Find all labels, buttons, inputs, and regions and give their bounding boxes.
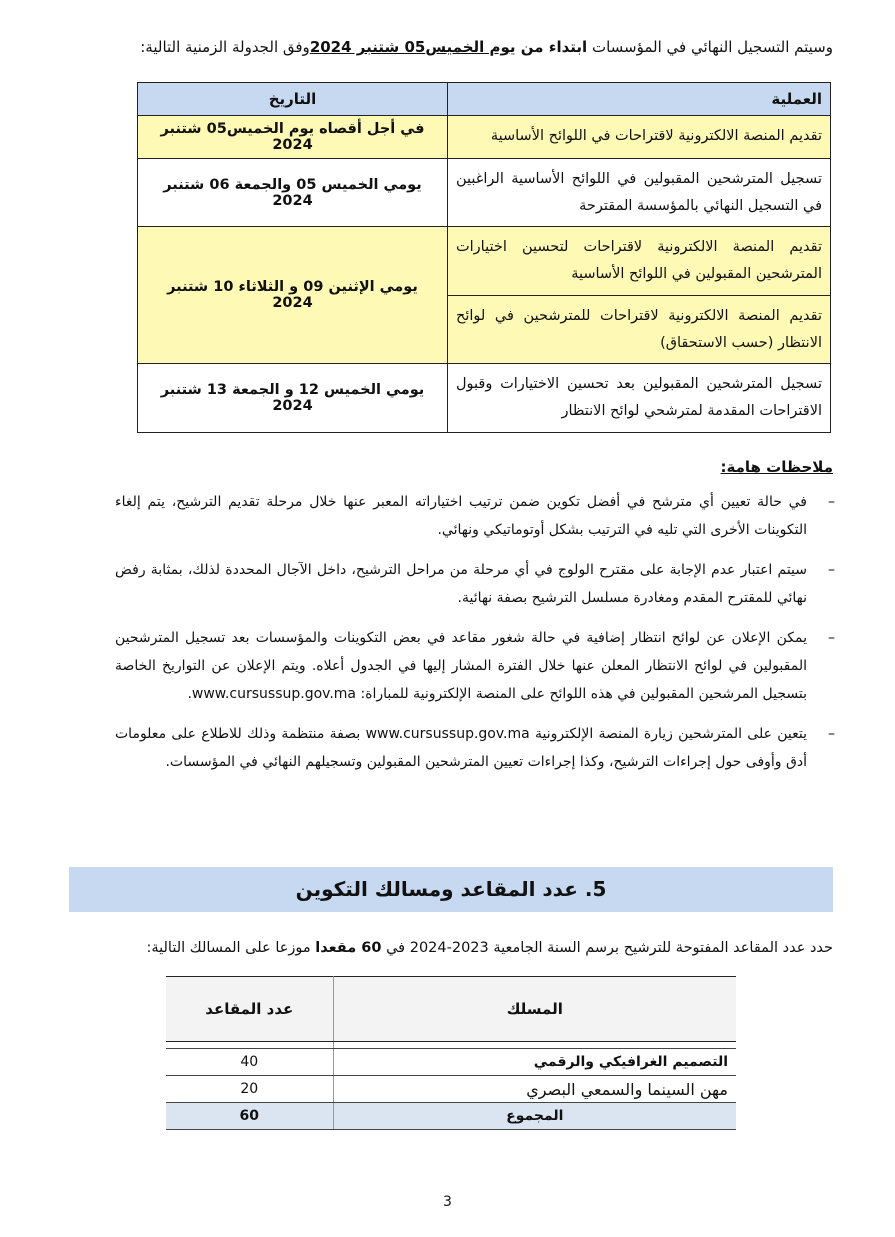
notes-title: ملاحظات هامة: — [720, 458, 833, 476]
intro-part1: وسيتم التسجيل النهائي في المؤسسات — [587, 38, 833, 56]
dash-bullet: – — [828, 562, 835, 578]
intro-part2: ابتداء من — [515, 38, 588, 56]
section-heading: 5. عدد المقاعد ومسالك التكوين — [69, 867, 833, 912]
schedule-table — [137, 82, 831, 433]
note-text: في حالة تعيين أي مترشح في أفضل تكوين ضمن ترتيب اختياراته المعبر عنها خلال مرحلة تقديم الترشيح، يتم إلغاء التكوينات الأخرى التي تليه في الترتيب بشكل أوتوماتيكي ونهائي. — [115, 494, 807, 538]
list-item — [115, 624, 835, 708]
note-text: يتعين على المترشحين زيارة المنصة الإلكترونية www.cursussup.gov.ma بصفة منتظمة وذلك للاطلاع على معلومات أدق وأوفى حول إجراءات الترشيح، وكذا إجراءات تعيين المترشحين المقبولين وتسجيلهم النهائي في المؤسسات. — [115, 726, 808, 770]
operation-cell: تقديم المنصة الالكترونية لاقتراحات في اللوائح الأساسية — [448, 116, 831, 159]
seats-header-row — [166, 977, 736, 1042]
table-row — [138, 364, 831, 433]
total-row — [166, 1103, 736, 1130]
seats-count-highlight: 60 مقعدا — [315, 940, 382, 956]
seats-intro-part1: حدد عدد المقاعد المفتوحة للترشيح برسم السنة الجامعية 2023-2024 في — [381, 940, 833, 956]
page-number: 3 — [443, 1194, 452, 1210]
header-track: المسلك — [333, 977, 736, 1042]
total-label: المجموع — [333, 1103, 736, 1130]
operation-cell: تقديم المنصة الالكترونية لاقتراحات لتحسين اختيارات المترشحين المقبولين في اللوائح الأساسية — [448, 227, 831, 296]
seats-intro — [58, 940, 833, 956]
operation-cell: تقديم المنصة الالكترونية لاقتراحات للمترشحين في لوائح الانتظار (حسب الاستحقاق) — [448, 295, 831, 364]
dash-bullet: – — [828, 494, 835, 510]
dash-bullet: – — [828, 630, 835, 646]
operation-cell: تسجيل المترشحين المقبولين بعد تحسين الاختيارات وقبول الاقتراحات المقدمة لمترشحي لوائح الانتظار — [448, 364, 831, 433]
table-row — [166, 1049, 736, 1076]
dash-bullet: – — [828, 726, 835, 742]
intro-paragraph — [58, 38, 833, 56]
schedule-header-row — [138, 83, 831, 116]
table-row — [166, 1076, 736, 1103]
count-cell: 20 — [166, 1076, 333, 1103]
track-cell: التصميم الغرافيكي والرقمي — [333, 1049, 736, 1076]
note-text: يمكن الإعلان عن لوائح انتظار إضافية في حالة شغور مقاعد في بعض التكوينات والمؤسسات بعد تسجيل المترشحين المقبولين في لوائح الانتظار المعلن عنها خلال الفترة المشار إليها في الجدول أعلاه. ويتم الإعلان عن التواريخ الخاصة بتسجيل المرشحين المقبولين في هذه اللوائح على المنصة الإلكترونية للمباراة: www.cursussup.gov.ma. — [115, 630, 807, 702]
list-item — [115, 720, 835, 776]
date-cell: يومي الخميس 12 و الجمعة 13 شتنبر 2024 — [138, 364, 448, 433]
note-text: سيتم اعتبار عدم الإجابة على مقترح الولوج في أي مرحلة من مراحل الترشيح، داخل الآجال المحددة لذلك، بمثابة رفض نهائي للمقترح المقدم ومغادرة مسلسل الترشيح بصفة نهائية. — [115, 562, 807, 606]
date-cell: يومي الخميس 05 والجمعة 06 شتنبر 2024 — [138, 158, 448, 227]
operation-cell: تسجيل المترشحين المقبولين في اللوائح الأساسية الراغبين في التسجيل النهائي بالمؤسسة المقترحة — [448, 158, 831, 227]
header-operation: العملية — [448, 83, 831, 116]
table-row — [138, 158, 831, 227]
header-count: عدد المقاعد — [166, 977, 333, 1042]
table-row — [138, 116, 831, 159]
date-cell: يومي الإثنين 09 و الثلاثاء 10 شتنبر 2024 — [138, 227, 448, 364]
date-cell: في أجل أقصاه يوم الخميس05 شتنبر 2024 — [138, 116, 448, 159]
header-date: التاريخ — [138, 83, 448, 116]
list-item — [115, 488, 835, 544]
seats-intro-part3: موزعا على المسالك التالية: — [146, 940, 316, 956]
spacer-row — [166, 1042, 736, 1049]
notes-list — [115, 488, 835, 788]
total-count: 60 — [166, 1103, 333, 1130]
table-row — [138, 227, 831, 296]
seats-table — [166, 976, 736, 1130]
intro-part4: وفق الجدولة الزمنية التالية: — [140, 38, 310, 56]
list-item — [115, 556, 835, 612]
track-cell: مهن السينما والسمعي البصري — [333, 1076, 736, 1103]
intro-date: يوم الخميس05 شتنبر 2024 — [309, 38, 516, 56]
count-cell: 40 — [166, 1049, 333, 1076]
